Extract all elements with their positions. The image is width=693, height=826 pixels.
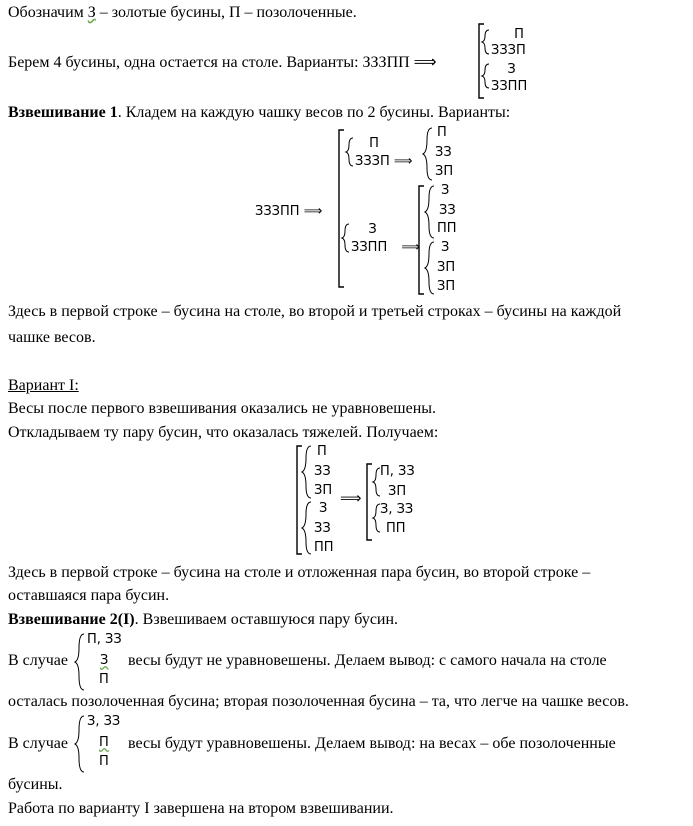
weighing1-b1-result-0: П bbox=[437, 125, 447, 140]
case1-brace-1: З bbox=[100, 653, 109, 668]
weighing1-branch2-top: З bbox=[368, 222, 377, 237]
weighing1-line: Взвешивание 1. Кладем на каждую чашку весов по 2 бусины. Варианты: bbox=[8, 104, 511, 121]
intro-letter: З bbox=[87, 4, 96, 21]
variant1-line-1: Весы после первого взвешивания оказались не уравновешены. bbox=[8, 400, 437, 417]
case1-line-2: осталась позолоченная бусина; вторая позолоченная бусина – та, что легче на чашке весов. bbox=[8, 693, 629, 710]
variant1-left-b-0: З bbox=[319, 501, 328, 516]
weighing1-heading: Взвешивание 1 bbox=[8, 104, 118, 121]
case1-brace-2: П bbox=[99, 672, 109, 687]
weighing1-b2b-result-0: З bbox=[441, 240, 450, 255]
variant1-arrow-icon: ⟹ bbox=[340, 489, 362, 507]
case1-text: весы будут не уравновешены. Делаем вывод: с самого начала на столе bbox=[128, 652, 607, 669]
weighing2-line: Взвешивание 2(I). Взвешиваем оставшуюся пару бусин. bbox=[8, 611, 399, 628]
intro-opt1-bottom: ЗЗЗП bbox=[491, 43, 526, 58]
case2-line-2: бусины. bbox=[8, 776, 63, 793]
variant1-right-b-0: З, ЗЗ bbox=[380, 502, 414, 517]
variant1-right-a-0: П, ЗЗ bbox=[380, 464, 415, 479]
case2-brace-2: П bbox=[99, 754, 109, 769]
variant1-title: Вариант I: bbox=[8, 377, 79, 394]
weighing1-b1-result-1: ЗЗ bbox=[435, 145, 452, 160]
variant1-line-2: Откладываем ту пару бусин, что оказалась тяжелей. Получаем: bbox=[8, 424, 439, 441]
weighing1-branch1-bottom: ЗЗЗП ⟹ bbox=[355, 154, 413, 169]
weighing1-branch2-bottom: ЗЗПП ⟹ bbox=[351, 240, 421, 255]
weighing2-heading: Взвешивание 2(I) bbox=[8, 611, 135, 628]
weighing1-b2a-result-0: З bbox=[441, 183, 450, 198]
intro-line-1: Обозначим З – золотые бусины, П – позолоченные. bbox=[8, 4, 357, 21]
intro-opt2-top: З bbox=[507, 62, 516, 77]
variant1-explain-line-1: Здесь в первой строке – бусина на столе и отложенная пара бусин, во второй строке – bbox=[8, 564, 591, 581]
weighing1-b2a-result-1: ЗЗ bbox=[439, 203, 456, 218]
variant1-left-a-0: П bbox=[317, 444, 327, 459]
variant1-explain-line-2: оставшаяся пара бусин. bbox=[8, 587, 170, 604]
explain1-line-1: Здесь в первой строке – бусина на столе, во второй и третьей строках – бусины на каждой bbox=[8, 303, 622, 320]
intro-opt2-bottom: ЗЗПП bbox=[491, 79, 528, 94]
variant1-left-a-2: ЗП bbox=[314, 483, 333, 498]
case1-brace-0: П, ЗЗ bbox=[87, 632, 122, 647]
variant1-left-b-2: ПП bbox=[314, 540, 334, 555]
weighing1-b2b-result-1: ЗП bbox=[437, 260, 456, 275]
case2-brace-0: З, ЗЗ bbox=[87, 714, 121, 729]
case2-prefix: В случае bbox=[8, 735, 69, 752]
case1-prefix: В случае bbox=[8, 652, 69, 669]
weighing1-b1-result-2: ЗП bbox=[435, 164, 454, 179]
case2-text: весы будут уравновешены. Делаем вывод: на весах – обе позолоченные bbox=[128, 735, 616, 752]
weighing1-b2b-result-2: ЗП bbox=[437, 279, 456, 294]
intro-line-2: Берем 4 бусины, одна остается на столе. Варианты: ЗЗЗПП ⟹ bbox=[8, 52, 437, 71]
case2-brace-1: П bbox=[99, 735, 109, 750]
weighing1-b2a-result-2: ПП bbox=[437, 221, 457, 236]
variant1-left-a-1: ЗЗ bbox=[314, 464, 331, 479]
weighing1-root: ЗЗЗПП ⟹ bbox=[255, 204, 323, 219]
variant1-right-b-1: ПП bbox=[386, 521, 406, 536]
weighing1-branch1-top: П bbox=[369, 136, 379, 151]
explain1-line-2: чашке весов. bbox=[8, 329, 96, 346]
final-line: Работа по варианту I завершена на втором взвешивании. bbox=[8, 800, 394, 817]
variant1-right-a-1: ЗП bbox=[388, 484, 407, 499]
intro-opt1-top: П bbox=[514, 27, 524, 42]
variant1-left-b-1: ЗЗ bbox=[314, 521, 331, 536]
